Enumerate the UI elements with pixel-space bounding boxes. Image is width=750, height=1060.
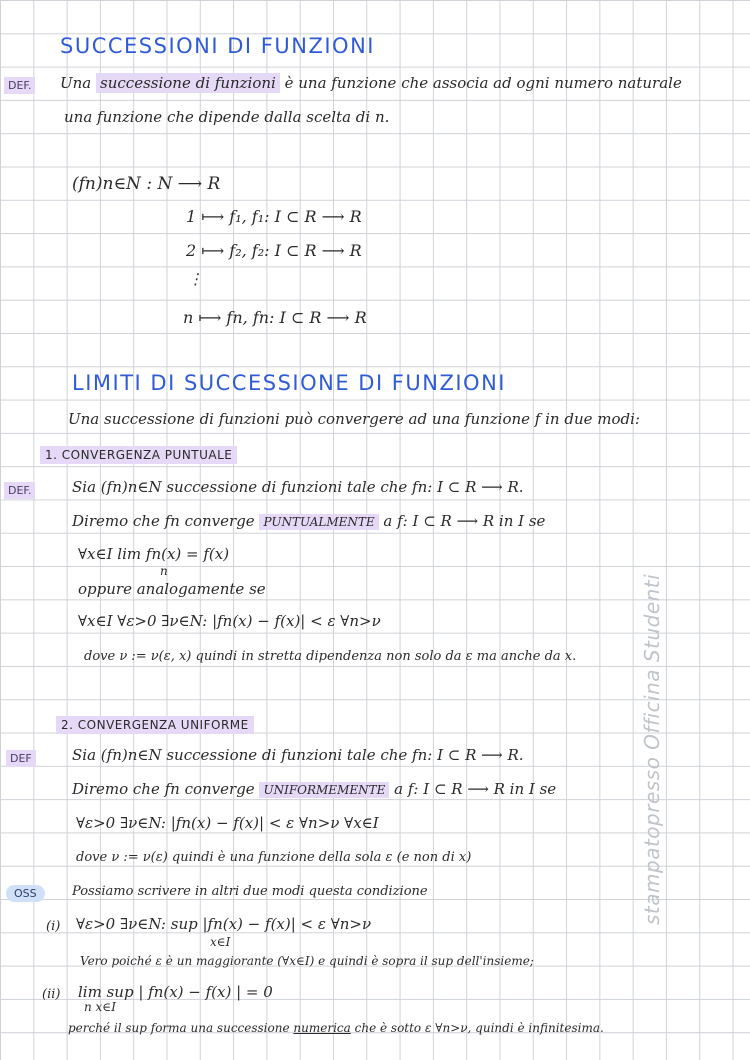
note-underlined: numerica [293,1021,351,1035]
definition-line [72,782,556,797]
item-label: (i) [46,919,61,934]
formula-line: lim sup | fn(x) − f(x) | = 0 [78,983,273,1001]
formula-line: ∀x∈I ∀ε>0 ∃ν∈N: |fn(x) − f(x)| < ε ∀n>ν [78,612,381,630]
text-line: dove ν := ν(ε, x) quindi in stretta dipendenza non solo da ε ma anche da x. [84,649,577,664]
page-title: SUCCESSIONI DI FUNZIONI [60,34,375,58]
formula-line: ∀ε>0 ∃ν∈N: |fn(x) − f(x)| < ε ∀n>ν ∀x∈I [76,814,379,832]
section-heading: 1. CONVERGENZA PUNTUALE [40,446,237,464]
def-highlight: PUNTUALMENTE [259,514,378,530]
item-label: (ii) [42,987,61,1002]
sup-subscript: x∈I [210,935,231,949]
mapping-line: (fn)n∈N : N ⟶ R [72,174,221,194]
watermark: stampatopresso Officina Studenti [640,573,664,925]
oss-tag: OSS [6,885,45,902]
def-text: a f: I ⊂ R ⟶ R in I se [383,512,546,530]
def-text: è una funzione che associa ad ogni numero naturale [284,74,682,92]
text-line: dove ν := ν(ε) quindi è una funzione della sola ε (e non di x) [76,850,472,865]
def-text: a f: I ⊂ R ⟶ R in I se [394,780,557,798]
def-highlight: UNIFORMEMENTE [259,782,389,798]
def-text: Diremo che fn converge [72,512,255,530]
mapping-line: n ⟼ fn, fn: I ⊂ R ⟶ R [183,308,367,327]
mapping-line: 2 ⟼ f₂, f₂: I ⊂ R ⟶ R [186,241,362,260]
def-tag: DEF. [4,77,35,94]
definition-line [72,514,545,529]
note-text: perché il sup forma una successione [68,1021,290,1035]
note-text: che è sotto ε ∀n>ν, quindi è infinitesima. [354,1021,604,1035]
def-text: Una [60,74,92,92]
intro-line: Una successione di funzioni può convergere ad una funzione f in due modi: [68,410,640,428]
formula-line: ∀ε>0 ∃ν∈N: sup |fn(x) − f(x)| < ε ∀n>ν [76,915,372,933]
limit-subscript: n [160,564,168,578]
definition-line: una funzione che dipende dalla scelta di n. [64,108,390,126]
section-title: LIMITI DI SUCCESSIONE DI FUNZIONI [72,371,506,395]
text-line: oppure analogamente se [78,580,266,598]
section-heading: 2. CONVERGENZA UNIFORME [56,716,254,734]
text-line [68,1022,604,1034]
def-text: Diremo che fn converge [72,780,255,798]
formula-line: ∀x∈I lim fn(x) = f(x) [78,545,230,563]
definition-line: Sia (fn)n∈N successione di funzioni tale che fn: I ⊂ R ⟶ R. [72,746,524,764]
def-tag: DEF. [4,482,35,499]
text-line: Possiamo scrivere in altri due modi questa condizione [72,884,428,899]
mapping-line: 1 ⟼ f₁, f₁: I ⊂ R ⟶ R [186,207,362,226]
def-highlight: successione di funzioni [96,73,280,93]
limit-subscript: n x∈I [84,1000,116,1014]
mapping-line: ⋮ [188,270,203,288]
text-line: Vero poiché ε è un maggiorante (∀x∈I) e quindi è sopra il sup dell'insieme; [80,954,534,968]
definition-line: Sia (fn)n∈N successione di funzioni tale che fn: I ⊂ R ⟶ R. [72,478,524,496]
def-tag: DEF [6,750,36,767]
definition-line [60,76,682,91]
